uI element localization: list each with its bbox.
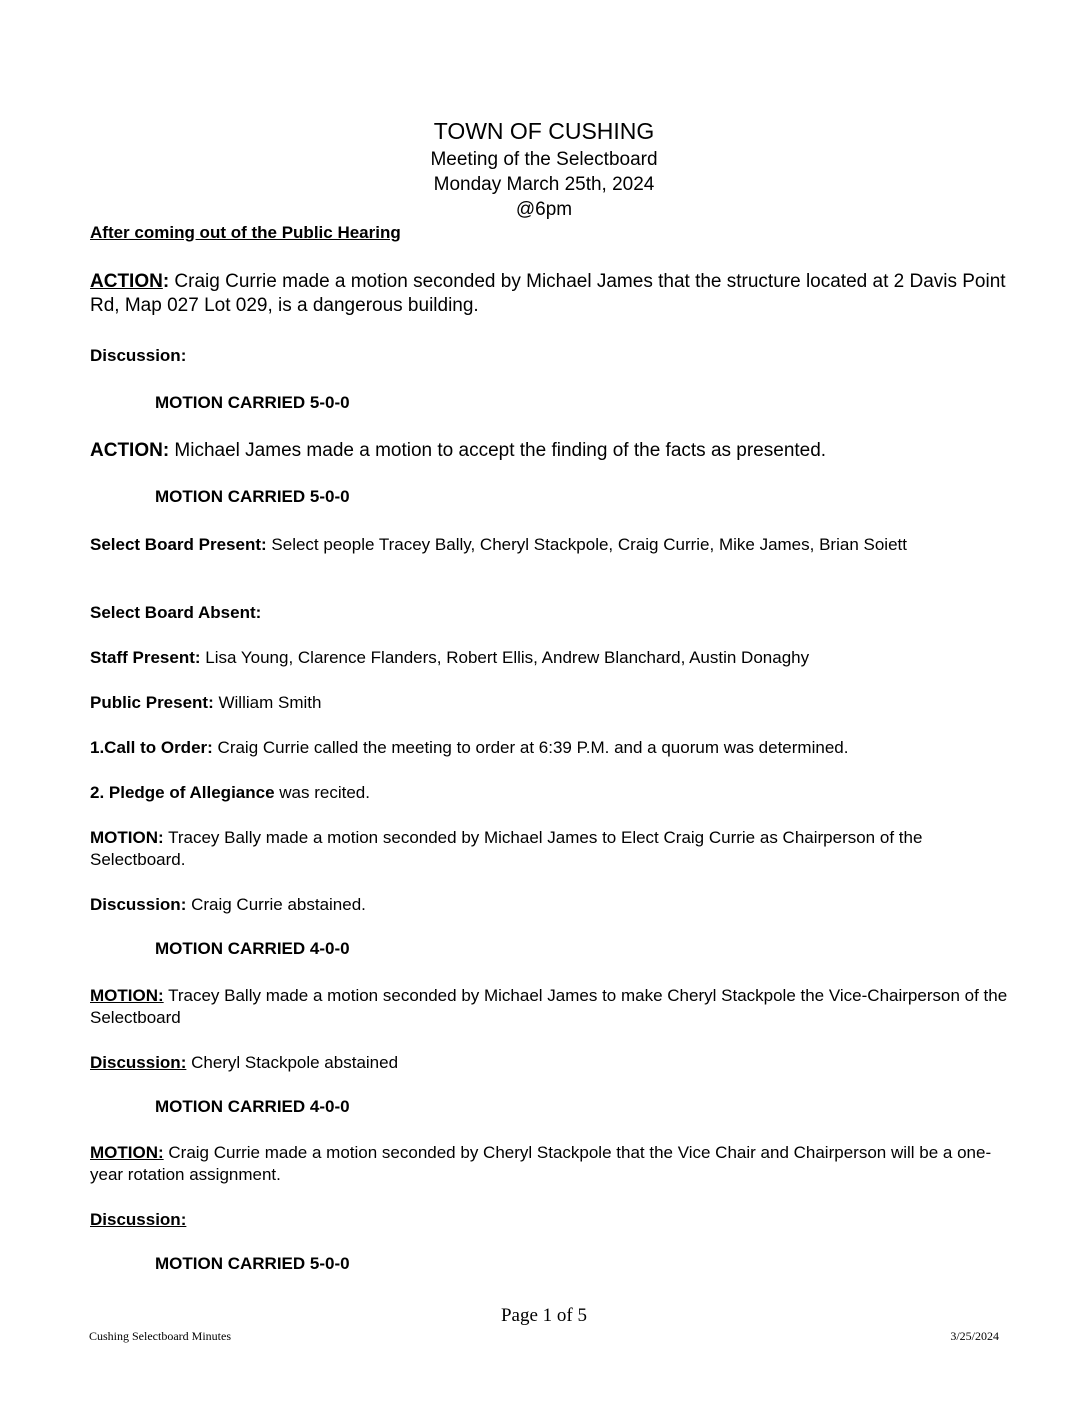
action-label: ACTION <box>90 271 163 292</box>
discussion-chair: Discussion: Craig Currie abstained. <box>90 895 366 914</box>
motion-rotation: MOTION: Craig Currie made a motion seconded by Cheryl Stackpole that the Vice Chair and Chairperson will be a one-year rotation assignment. <box>90 1143 992 1184</box>
motion-vice-chair: MOTION: Tracey Bally made a motion seconded by Michael James to make Cheryl Stackpole the Vice-Chairperson of the Selectboard <box>90 986 1008 1027</box>
call-to-order: 1.Call to Order: Craig Currie called the meeting to order at 6:39 P.M. and a quorum was determined. <box>90 738 849 757</box>
footer-doc-name: Cushing Selectboard Minutes <box>89 1329 231 1343</box>
action-text: Craig Currie made a motion seconded by Michael James that the structure located at 2 Davis Point Rd, Map 027 Lot 029, is a dangerous building. <box>90 271 1006 316</box>
motion-carried: MOTION CARRIED 5-0-0 <box>155 1254 350 1273</box>
pledge-of-allegiance: 2. Pledge of Allegiance was recited. <box>90 783 370 802</box>
action-finding-facts <box>90 439 1010 463</box>
motion-elect-chair: MOTION: Tracey Bally made a motion seconded by Michael James to Elect Craig Currie as Chairperson of the Selectboard. <box>90 828 923 869</box>
meeting-date: Monday March 25th, 2024 <box>433 174 655 195</box>
action-dangerous-building: ACTION: Craig Currie made a motion seconded by Michael James that the structure located at 2 Davis Point Rd, Map 027 Lot 029, is a dangerous building. <box>90 271 1006 316</box>
motion-carried: MOTION CARRIED 5-0-0 <box>155 393 350 412</box>
board-present: Select Board Present: Select people Tracey Bally, Cheryl Stackpole, Craig Currie, Mike James, Brian Soiett <box>90 535 907 554</box>
section-heading: After coming out of the Public Hearing <box>90 223 401 242</box>
discussion-rotation: Discussion: <box>90 1210 187 1229</box>
page-title: TOWN OF CUSHING <box>433 118 655 144</box>
footer-date: 3/25/2024 <box>950 1329 999 1343</box>
motion-carried: MOTION CARRIED 5-0-0 <box>155 487 350 506</box>
staff-present: Staff Present: Lisa Young, Clarence Flanders, Robert Ellis, Andrew Blanchard, Austin Donaghy <box>90 648 810 667</box>
motion-carried: MOTION CARRIED 4-0-0 <box>155 939 350 958</box>
discussion-vice-chair: Discussion: Cheryl Stackpole abstained <box>90 1053 399 1072</box>
page-subtitle: Meeting of the Selectboard <box>430 149 658 170</box>
action-text: Michael James made a motion to accept the finding of the facts as presented. <box>169 440 827 461</box>
page-number: Page 1 of 5 <box>500 1305 587 1326</box>
motion-carried: MOTION CARRIED 4-0-0 <box>155 1097 350 1116</box>
discussion-label: Discussion: <box>90 346 187 365</box>
action-label: ACTION: <box>90 440 170 461</box>
meeting-time: @6pm <box>515 199 573 220</box>
public-present: Public Present: William Smith <box>90 693 322 712</box>
board-absent: Select Board Absent: <box>90 603 262 622</box>
